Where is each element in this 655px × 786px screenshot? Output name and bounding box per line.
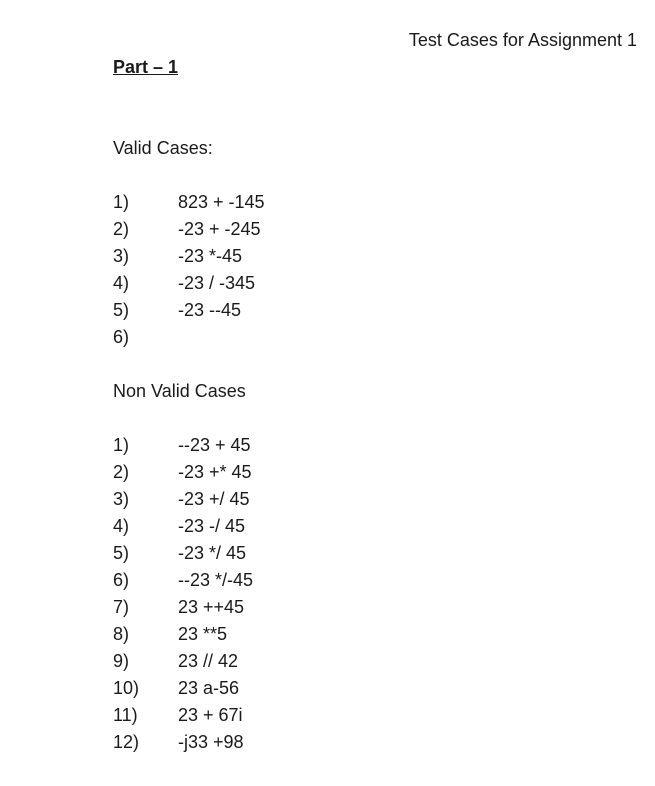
- non-valid-case-item: [113, 435, 253, 462]
- case-number: 7): [113, 597, 130, 617]
- case-expression: -23 --45: [178, 300, 242, 320]
- case-expression: -23 + -245: [178, 219, 261, 239]
- valid-case-item: [113, 246, 265, 273]
- non-valid-case-item: [113, 597, 253, 624]
- non-valid-cases-list: [113, 435, 253, 759]
- case-number: 2): [113, 219, 130, 239]
- case-number: 9): [113, 651, 130, 671]
- non-valid-case-item: [113, 570, 253, 597]
- case-expression: -23 +/ 45: [178, 489, 250, 509]
- case-expression: --23 + 45: [178, 435, 251, 455]
- non-valid-case-item: [113, 732, 253, 759]
- part-heading: Part – 1: [113, 57, 179, 77]
- case-number: 1): [113, 192, 130, 212]
- case-expression: --23 */-45: [178, 570, 254, 590]
- case-number: 12): [113, 732, 140, 752]
- case-expression: 23 ++45: [178, 597, 245, 617]
- case-expression: -j33 +98: [178, 732, 244, 752]
- case-number: 6): [113, 570, 130, 590]
- case-number: 11): [113, 705, 138, 725]
- valid-case-item: [113, 219, 265, 246]
- case-number: 5): [113, 300, 130, 320]
- case-expression: 23 **5: [178, 624, 228, 644]
- non-valid-case-item: [113, 705, 253, 732]
- case-expression: -23 *-45: [178, 246, 243, 266]
- valid-case-item: [113, 273, 265, 300]
- case-number: 3): [113, 489, 130, 509]
- case-number: 2): [113, 462, 130, 482]
- document-title: Test Cases for Assignment 1: [408, 30, 637, 50]
- non-valid-case-item: [113, 678, 253, 705]
- valid-cases-heading: Valid Cases:: [113, 138, 213, 158]
- non-valid-case-item: [113, 624, 253, 651]
- case-number: 5): [113, 543, 130, 563]
- case-number: 8): [113, 624, 130, 644]
- valid-case-item: [113, 300, 265, 327]
- non-valid-cases-heading: Non Valid Cases: [113, 381, 246, 401]
- valid-case-item: [113, 192, 265, 219]
- case-number: 3): [113, 246, 130, 266]
- case-number: 6): [113, 327, 130, 347]
- valid-cases-list: [113, 192, 265, 354]
- case-expression: -23 +* 45: [178, 462, 252, 482]
- case-number: 4): [113, 273, 130, 293]
- case-expression: 23 // 42: [178, 651, 239, 671]
- case-expression: 823 + -145: [178, 192, 265, 212]
- case-expression: -23 -/ 45: [178, 516, 246, 536]
- case-number: 10): [113, 678, 140, 698]
- non-valid-case-item: [113, 651, 253, 678]
- non-valid-case-item: [113, 516, 253, 543]
- case-expression: 23 + 67i: [178, 705, 243, 725]
- valid-case-item: [113, 327, 265, 354]
- non-valid-case-item: [113, 543, 253, 570]
- case-expression: -23 / -345: [178, 273, 256, 293]
- case-number: 4): [113, 516, 130, 536]
- case-expression: -23 */ 45: [178, 543, 247, 563]
- case-expression: 23 a-56: [178, 678, 240, 698]
- case-number: 1): [113, 435, 130, 455]
- non-valid-case-item: [113, 489, 253, 516]
- non-valid-case-item: [113, 462, 253, 489]
